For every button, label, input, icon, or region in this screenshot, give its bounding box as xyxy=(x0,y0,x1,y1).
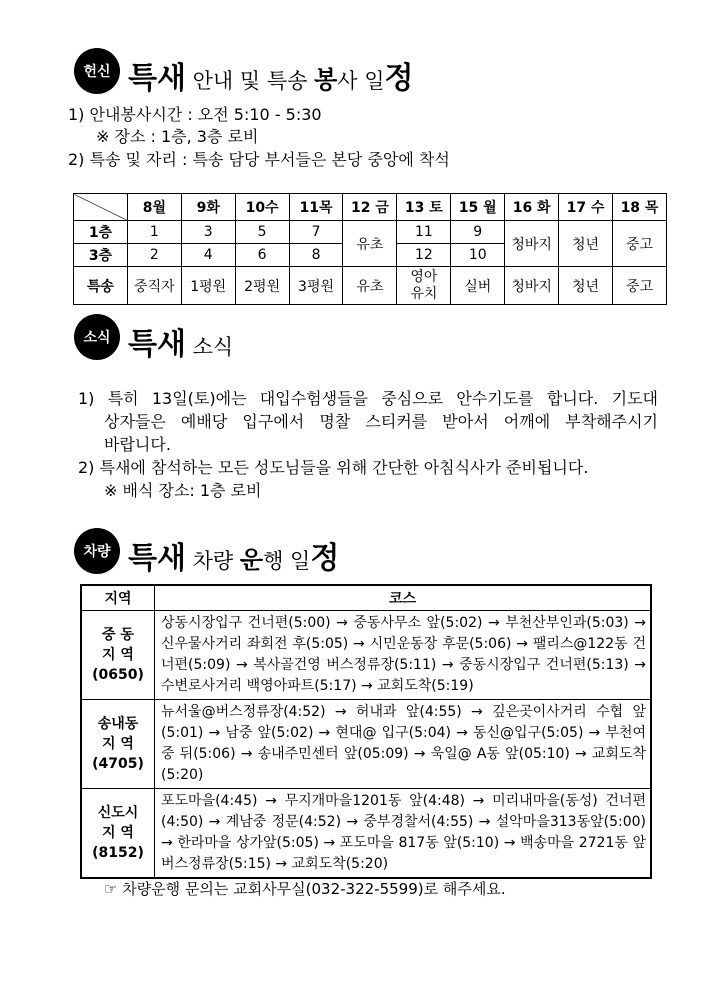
cell: 4 xyxy=(181,244,235,267)
cell: 3 xyxy=(181,221,235,244)
cell: 8 xyxy=(289,244,343,267)
cell: 청년 xyxy=(559,267,613,305)
section-badge: 소식 xyxy=(74,314,120,360)
schedule-table xyxy=(73,193,667,305)
row-label-3f: 3층 xyxy=(74,244,128,267)
section-title: 특 새 소식 xyxy=(128,327,234,362)
route-header-area: 지역 xyxy=(81,585,155,611)
row-label-1f: 1층 xyxy=(74,221,128,244)
date-header: 11목 xyxy=(289,194,343,221)
cell: 3평원 xyxy=(289,267,343,305)
table-row xyxy=(81,789,651,879)
cell-merged: 청년 xyxy=(559,221,613,267)
corner-cell xyxy=(74,194,128,221)
section-title: 특 새 차량 운 행 일 정 xyxy=(128,541,340,576)
route-course: 포도마을(4:45) → 무지개마을1201동 앞(4:48) → 미리내마을(동성) 건너편(4:50) → 계남중 정문(4:52) → 중부경찰서(4:55) → 설악마을313동앞(5:00) → 한라마을 상가앞(5:05) → 포도마을 817동 앞(5:10) → 백송마을 2721동 앞 버스정류장(5:15) → 교회도착(5:20) xyxy=(155,789,652,879)
info-line: 1) 안내봉사시간 : 오전 5:10 - 5:30 xyxy=(68,105,322,124)
route-header-course: 코스 xyxy=(155,585,652,611)
date-header: 9화 xyxy=(181,194,235,221)
date-header: 8월 xyxy=(127,194,181,221)
cell-merged: 청바지 xyxy=(505,221,559,267)
info-line: 2) 특송 및 자리 : 특송 담당 부서들은 본당 중앙에 착석 xyxy=(68,150,450,169)
news-line: 상자들은 예배당 입구에서 명찰 스티커를 받아서 어깨에 부착해주시기 xyxy=(104,412,658,431)
news-line: 바랍니다. xyxy=(104,435,171,454)
route-course: 상동시장입구 건너편(5:00) → 중동사무소 앞(5:02) → 부천산부인과(5:03) → 신우물사거리 좌회전 후(5:05) → 시민운동장 후문(5:06) → 팰리스@122동 건너편(5:09) → 복사골건영 버스정류장(5:11) → 중동시장입구 건너편(5:13) → 수변로사거리 백영아파트(5:17) → 교회도착(5:19) xyxy=(155,611,652,700)
route-area: 신도시 지 역 (8152) xyxy=(81,789,155,879)
cell: 9 xyxy=(451,221,505,244)
date-header: 10수 xyxy=(235,194,289,221)
cell: 실버 xyxy=(451,267,505,305)
date-header: 17 수 xyxy=(559,194,613,221)
cell: 영아 유치 xyxy=(397,267,451,305)
cell-merged: 중고 xyxy=(613,221,667,267)
cell: 청바지 xyxy=(505,267,559,305)
news-line: 2) 특새에 참석하는 모든 성도님들을 위해 간단한 아침식사가 준비됩니다. xyxy=(78,458,589,477)
cell: 2 xyxy=(127,244,181,267)
route-table xyxy=(80,584,652,879)
info-line: ※ 장소 : 1층, 3층 로비 xyxy=(96,127,259,146)
date-header: 15 월 xyxy=(451,194,505,221)
cell: 1평원 xyxy=(181,267,235,305)
section-badge: 헌신 xyxy=(74,48,120,94)
news-line: 1) 특히 13일(토)에는 대입수험생들을 중심으로 안수기도를 합니다. 기도대 xyxy=(78,389,658,408)
cell: 중직자 xyxy=(127,267,181,305)
route-course: 뉴서울@버스정류장(4:52) → 허내과 앞(4:55) → 깊은곳이사거리 수협 앞(5:01) → 남중 앞(5:02) → 현대@ 입구(5:04) → 동신@입구(5:05) → 부천여중 뒤(5:06) → 송내주민센터 앞(05:09) → 욱일@ A동 앞(05:10) → 교회도착(5:20) xyxy=(155,700,652,789)
cell: 12 xyxy=(397,244,451,267)
cell-merged: 유초 xyxy=(343,221,397,267)
table-row xyxy=(81,611,651,700)
cell: 6 xyxy=(235,244,289,267)
footer-note: ☞ 차량운행 문의는 교회사무실(032-322-5599)로 해주세요. xyxy=(104,880,506,898)
section-badge: 차량 xyxy=(74,528,120,574)
row-label-special: 특송 xyxy=(74,267,128,305)
section-heading-vehicle xyxy=(74,528,339,574)
section-heading-news xyxy=(74,314,233,360)
cell: 11 xyxy=(397,221,451,244)
cell: 10 xyxy=(451,244,505,267)
route-area: 송내동 지 역 (4705) xyxy=(81,700,155,789)
cell: 중고 xyxy=(613,267,667,305)
section-heading-schedule xyxy=(74,48,414,94)
section-title: 특 새 안내 및 특송 봉 사 일 정 xyxy=(128,61,414,96)
news-line: ※ 배식 장소: 1층 로비 xyxy=(104,481,262,500)
date-header: 12 금 xyxy=(343,194,397,221)
cell: 1 xyxy=(127,221,181,244)
table-row xyxy=(81,700,651,789)
date-header: 18 목 xyxy=(613,194,667,221)
cell: 2평원 xyxy=(235,267,289,305)
cell: 유초 xyxy=(343,267,397,305)
date-header: 16 화 xyxy=(505,194,559,221)
route-area: 중 동 지 역 (0650) xyxy=(81,611,155,700)
date-header: 13 토 xyxy=(397,194,451,221)
cell: 7 xyxy=(289,221,343,244)
cell: 5 xyxy=(235,221,289,244)
